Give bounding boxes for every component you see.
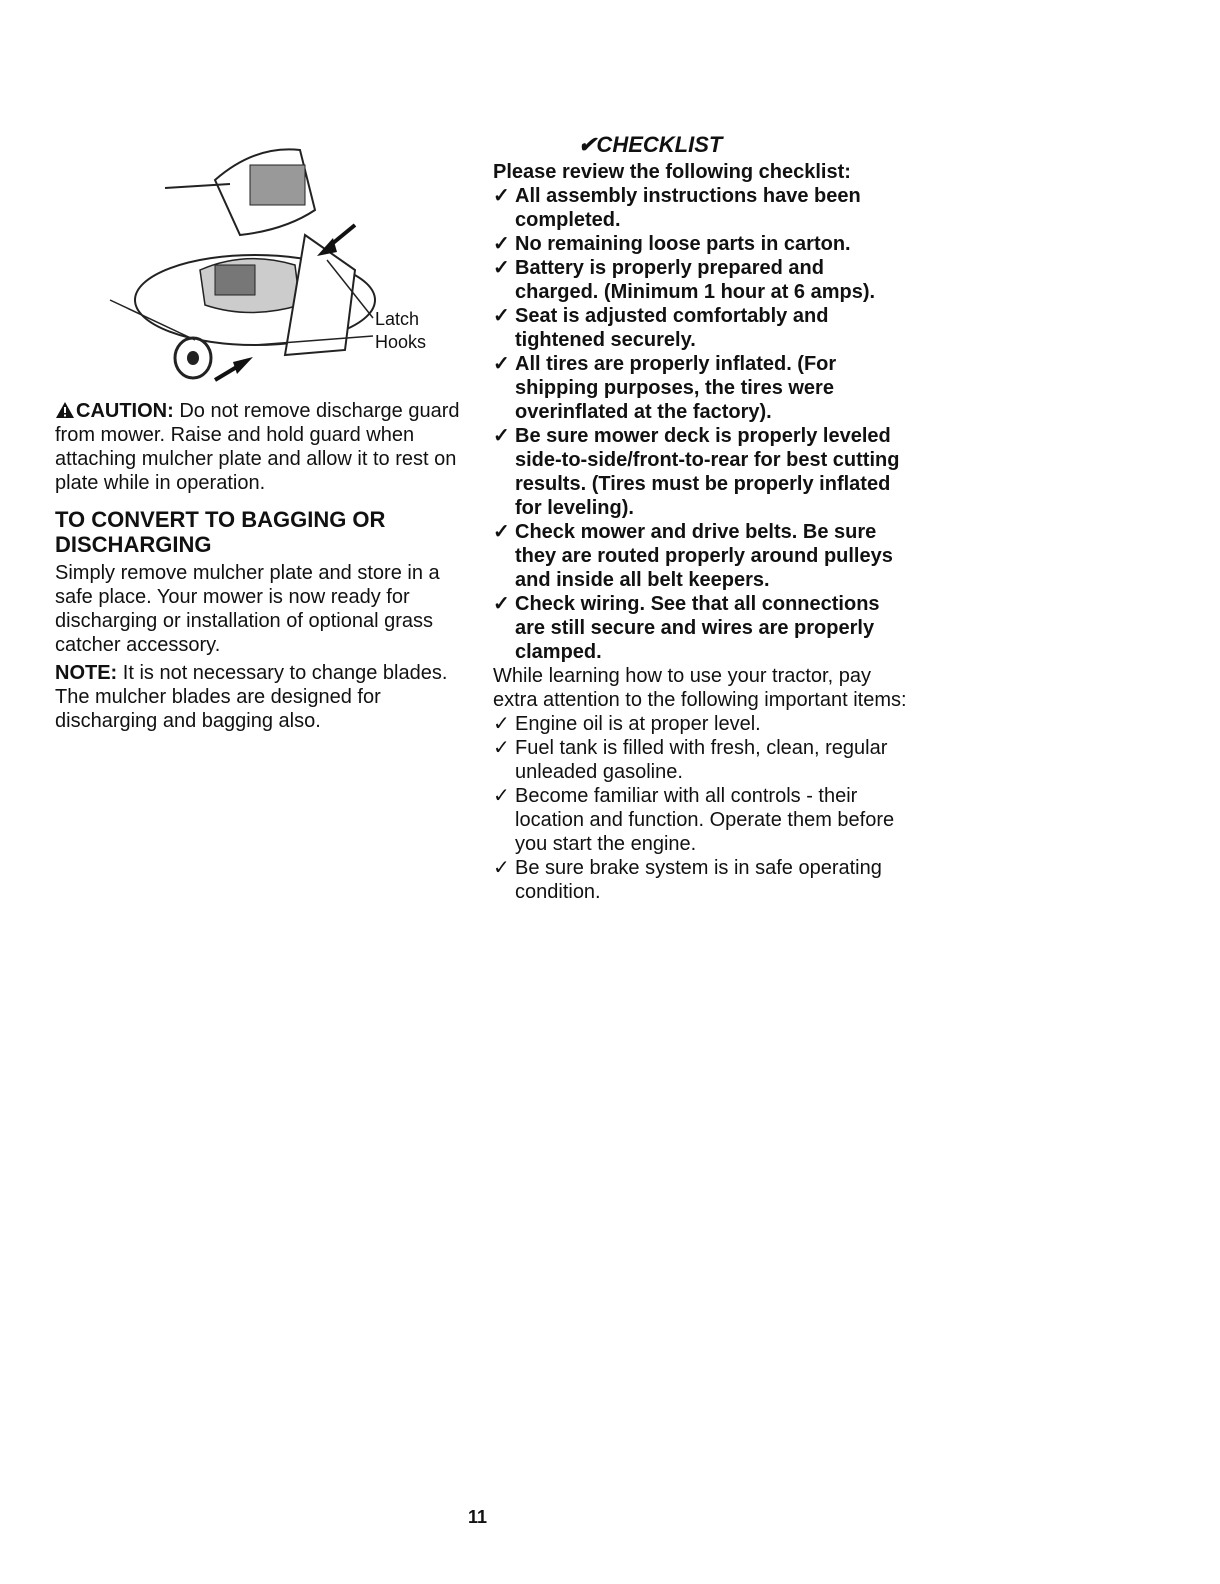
checkmark-icon: ✓: [493, 857, 510, 879]
note-keyword: NOTE:: [55, 662, 118, 684]
learning-intro: While learning how to use your tractor, pay extra attention to the following important items:: [493, 665, 907, 711]
checkmark-icon: ✓: [493, 233, 510, 255]
caution-text: Do not remove discharge guard from mower. Raise and hold guard when attaching mulcher plate and allow it to rest on plate while in operation.: [55, 400, 460, 494]
right-column: [493, 132, 908, 904]
checklist-intro: Please review the following checklist:: [493, 161, 851, 183]
convert-text: Simply remove mulcher plate and store in a safe place. Your mower is now ready for discharging or installation of optional grass catcher accessory.: [55, 562, 440, 656]
checkmark-icon: ✓: [493, 521, 510, 543]
note-text: It is not necessary to change blades. The mulcher blades are designed for discharging and bagging also.: [55, 662, 448, 732]
list-item: ✓ All assembly instructions have been completed.: [493, 185, 861, 231]
checkmark-icon: ✓: [493, 713, 510, 735]
list-item: ✓ Be sure mower deck is properly leveled side-to-side/front-to-rear for best cutting results. (Tires must be properly inflated for leveling).: [493, 425, 900, 519]
checkmark-icon: ✓: [493, 737, 510, 759]
checkmark-icon: ✓: [493, 257, 510, 279]
list-item: ✓ Be sure brake system is in safe operating condition.: [493, 857, 882, 903]
checklist-list: [493, 184, 908, 664]
checkmark-icon: ✓: [493, 785, 510, 807]
page-number: 11: [468, 1507, 488, 1527]
caution-keyword: CAUTION:: [76, 400, 174, 422]
list-item: ✓ Engine oil is at proper level.: [493, 713, 761, 735]
list-item: ✓ Check wiring. See that all connections are still secure and wires are properly clamped.: [493, 593, 880, 663]
checkmark-icon: ✓: [493, 353, 510, 375]
list-item: ✓ Become familiar with all controls - their location and function. Operate them before you start the engine.: [493, 785, 895, 855]
list-item: ✓ No remaining loose parts in carton.: [493, 233, 851, 255]
figure-label-hooks: Hooks: [375, 332, 427, 352]
list-item: ✓ All tires are properly inflated. (For shipping purposes, the tires were overinflated at the factory).: [493, 353, 837, 423]
checkmark-icon: ✓: [493, 593, 510, 615]
checkmark-icon: ✓: [493, 425, 510, 447]
mower-illustration: [55, 140, 470, 395]
checkmark-icon: ✓: [493, 305, 510, 327]
convert-heading: TO CONVERT TO BAGGING OR DISCHARGING: [55, 507, 386, 557]
note-paragraph: [55, 661, 470, 733]
figure-label-latch: Latch: [375, 309, 420, 329]
learning-list: [493, 712, 908, 904]
caution-paragraph: [55, 399, 470, 495]
list-item: ✓ Check mower and drive belts. Be sure they are routed properly around pulleys and inside all belt keepers.: [493, 521, 893, 591]
mower-drawing: [55, 140, 470, 395]
warning-icon: [55, 401, 75, 419]
checklist-title: ✔CHECKLIST: [578, 132, 723, 157]
list-item: ✓ Fuel tank is filled with fresh, clean, regular unleaded gasoline.: [493, 737, 888, 783]
left-column: [55, 140, 470, 733]
list-item: ✓ Seat is adjusted comfortably and tightened securely.: [493, 305, 829, 351]
list-item: ✓ Battery is properly prepared and charged. (Minimum 1 hour at 6 amps).: [493, 257, 876, 303]
checkmark-icon: ✓: [493, 185, 510, 207]
